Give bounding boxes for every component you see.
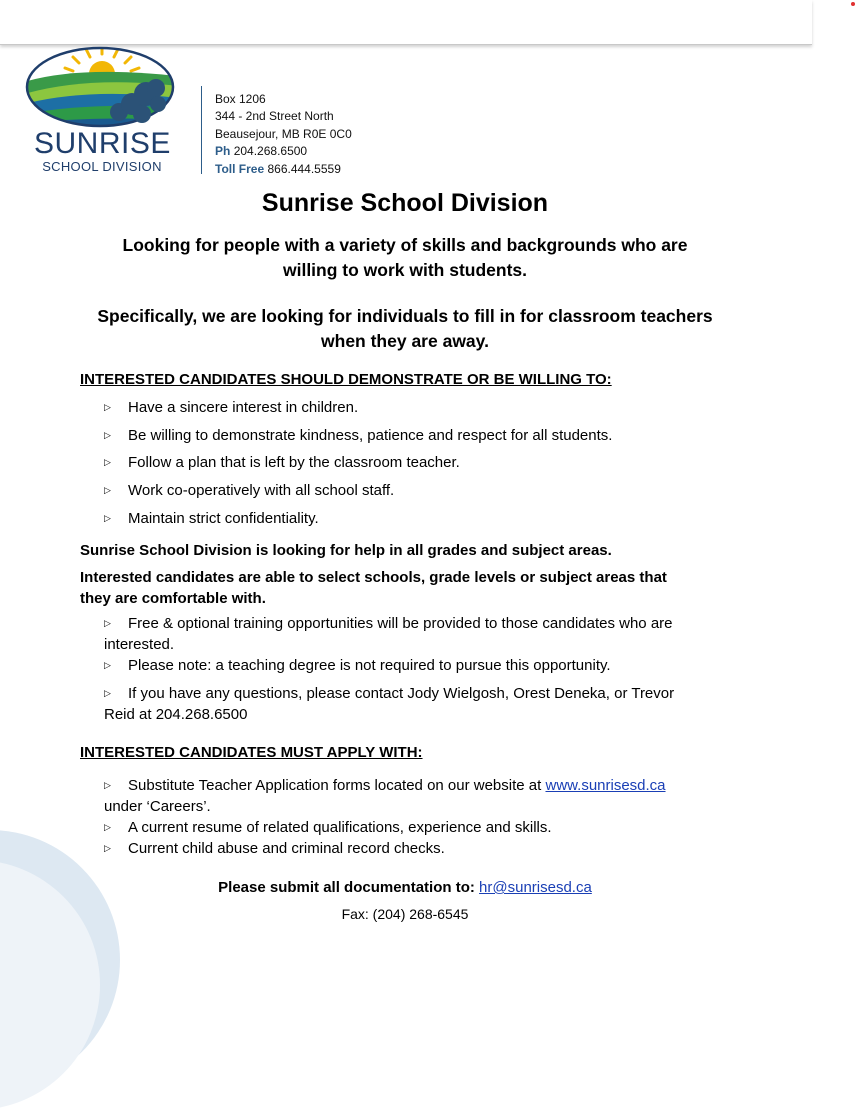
logo-subline: SCHOOL DIVISION: [42, 159, 162, 174]
grades-paragraph: Sunrise School Division is looking for help in all grades and subject areas.: [80, 542, 612, 559]
tollfree-label: Toll Free: [215, 161, 265, 176]
page-title: Sunrise School Division: [261, 189, 549, 217]
notification-dot: [851, 2, 855, 6]
email-link[interactable]: hr@sunrisesd.ca: [479, 879, 592, 896]
website-link[interactable]: www.sunrisesd.ca: [545, 777, 666, 794]
triangle-bullet-icon: ▷: [104, 485, 111, 495]
submit-label: Please submit all documentation to:: [218, 879, 475, 896]
phone-label: Ph: [215, 144, 231, 159]
triangle-bullet-icon: ▷: [104, 688, 111, 698]
address-line-2: 344 - 2nd Street North: [215, 109, 334, 124]
list-item: ▷ Work co-operatively with all school staff.: [104, 482, 395, 499]
intro-paragraph-2: [0, 304, 810, 354]
intro1-line-2: willing to work with students.: [282, 260, 528, 280]
triangle-bullet-icon: ▷: [104, 513, 111, 523]
address-block: [215, 91, 352, 178]
triangle-bullet-icon: ▷: [104, 843, 111, 853]
list-item: ▷ Free & optional training opportunities will be provided to those candidates who are: [104, 615, 673, 632]
fax-line: Fax: (204) 268-6545: [341, 906, 469, 922]
header-divider: [201, 86, 202, 174]
list-item-continuation: interested.: [104, 636, 175, 653]
triangle-bullet-icon: ▷: [104, 457, 111, 467]
intro2-line-1: Specifically, we are looking for individuals to fill in for classroom teachers: [97, 306, 713, 326]
submit-line: [0, 879, 810, 896]
select-schools-paragraph: Interested candidates are able to select schools, grade levels or subject areas that they are comfortable with.: [80, 569, 667, 607]
list-item: ▷ Have a sincere interest in children.: [104, 399, 359, 416]
phone-number: 204.268.6500: [233, 144, 308, 159]
intro-paragraph-1: [0, 233, 810, 283]
triangle-bullet-icon: ▷: [104, 822, 111, 832]
triangle-bullet-icon: ▷: [104, 430, 111, 440]
list-item: ▷ Substitute Teacher Application forms located on our website at www.sunrisesd.ca: [104, 777, 666, 794]
list-item-continuation: under ‘Careers’.: [104, 798, 211, 815]
triangle-bullet-icon: ▷: [104, 402, 111, 412]
list-item: ▷ Maintain strict confidentiality.: [104, 510, 319, 527]
triangle-bullet-icon: ▷: [104, 618, 111, 628]
intro1-line-1: Looking for people with a variety of skills and backgrounds who are: [122, 235, 688, 255]
intro2-line-2: when they are away.: [321, 331, 489, 351]
tollfree-number: 866.444.5559: [267, 161, 341, 176]
address-line-1: Box 1206: [215, 92, 266, 106]
list-item: ▷ A current resume of related qualifications, experience and skills.: [104, 819, 552, 836]
triangle-bullet-icon: ▷: [104, 780, 111, 790]
logo-wordmark: SUNRISE: [34, 127, 171, 160]
address-line-3: Beausejour, MB R0E 0C0: [215, 126, 352, 141]
list-item: ▷ If you have any questions, please contact Jody Wielgosh, Orest Deneka, or Trevor: [104, 685, 675, 702]
tollfree-line: [215, 161, 352, 178]
triangle-bullet-icon: ▷: [104, 660, 111, 670]
section-heading-demonstrate: INTERESTED CANDIDATES SHOULD DEMONSTRATE OR BE WILLING TO:: [80, 371, 612, 388]
section-heading-apply: INTERESTED CANDIDATES MUST APPLY WITH:: [80, 744, 423, 761]
viewer-top-bar: [0, 0, 812, 45]
list-item: ▷ Be willing to demonstrate kindness, patience and respect for all students.: [104, 427, 613, 444]
list-item: ▷ Current child abuse and criminal record checks.: [104, 840, 445, 857]
list-item: ▷ Follow a plan that is left by the classroom teacher.: [104, 454, 460, 471]
list-item: ▷ Please note: a teaching degree is not required to pursue this opportunity.: [104, 657, 611, 674]
phone-line: [215, 143, 352, 160]
list-item-continuation: Reid at 204.268.6500: [104, 706, 248, 723]
